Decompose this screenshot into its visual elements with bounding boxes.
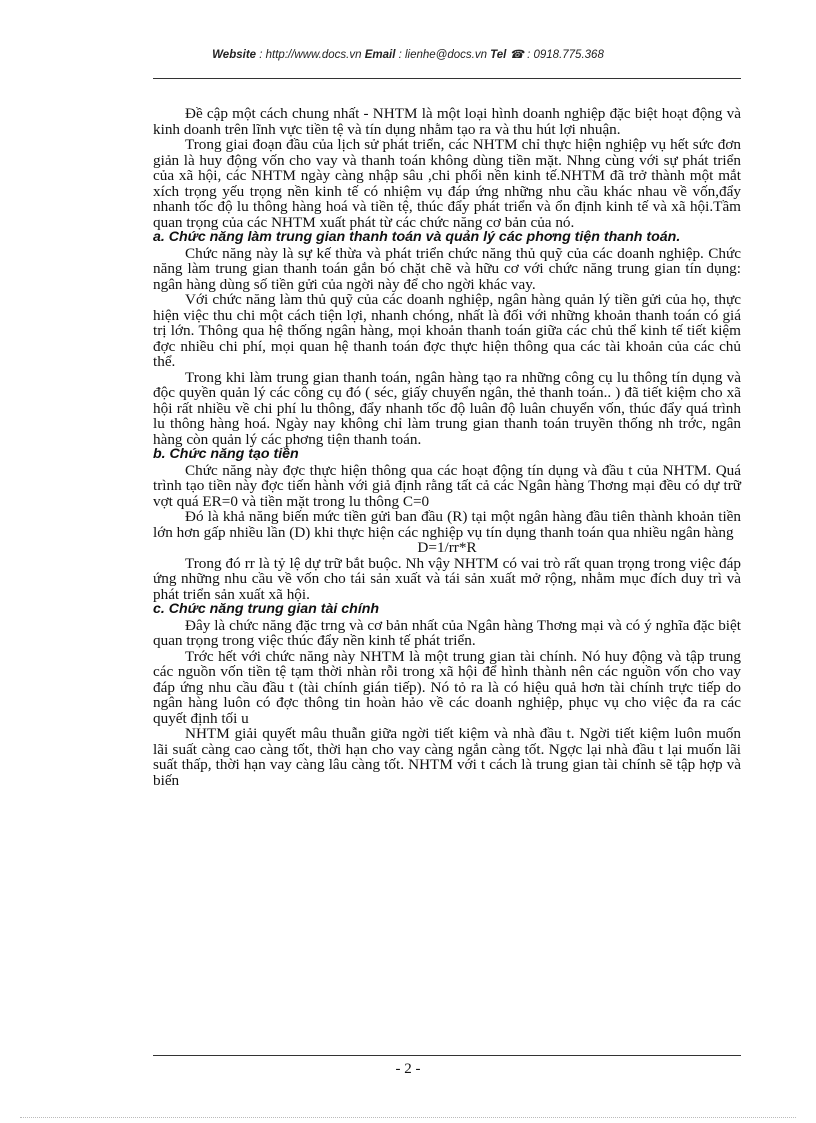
section-heading-b: b. Chức năng tạo tiền xyxy=(153,446,299,462)
paragraph-10: Trớc hết với chức năng này NHTM là một trung gian tài chính. Nó huy động và tập trung các nguồn vốn tiền tệ tạm thời nhàn rỗi trong xã hội để hình thành nên các nguồn vốn cho vay đáp ứng nhu cầu đầu t (tài chính gián tiếp). Nó tỏ ra là có hiệu quả hơn tài chính trực tiếp do ngân hàng luôn có đợc thông tin hoàn hảo về các doanh nghiệp, phục vụ cho việc đa ra các quyết định tối u xyxy=(153,647,741,727)
document-body xyxy=(153,106,741,788)
header-divider xyxy=(153,78,741,79)
email-label: Email xyxy=(364,49,396,61)
paragraph-6: Chức năng này đợc thực hiện thông qua các hoạt động tín dụng và đầu t của NHTM. Quá trình tạo tiền này đợc tiến hành với giả định rằng tất cả các Ngân hàng Thơng mại đều có dự trữ vợt quá ER=0 và tiền mặt trong lu thông C=0 xyxy=(153,461,741,510)
page-edge-dotted-line xyxy=(20,1117,796,1118)
page-number: - 2 - xyxy=(395,1061,421,1077)
paragraph-5: Trong khi làm trung gian thanh toán, ngân hàng tạo ra những công cụ lu thông tín dụng và độc quyền quản lý các công cụ đó ( séc, giấy chuyển ngân, thẻ thanh toán.. ) đã tiết kiệm cho xã hội rất nhiều về chi phí lu thông, đẩy nhanh tốc độ luân độ luân chuyển vốn, thúc đẩy quá trình lu thông hàng hoá. Ngày nay không chỉ làm trung gian thanh toán truyền thống nh trớc, ngân hàng còn quản lý các phơng tiện thanh toán. xyxy=(153,368,741,448)
paragraph-7: Đó là khả năng biến mức tiền gửi ban đầu (R) tại một ngân hàng đầu tiên thành khoản tiền lớn hơn gấp nhiều lần (D) khi thực hiện các nghiệp vụ tín dụng thanh toán qua nhiều ngân hàng xyxy=(153,508,741,541)
website-label: Website xyxy=(212,49,257,61)
section-heading-a: a. Chức năng làm trung gian thanh toán và quản lý các phơng tiện thanh toán. xyxy=(153,229,681,245)
website-value: : http://www.docs.vn xyxy=(256,49,365,61)
tel-label: Tel xyxy=(490,49,507,61)
paragraph-8: Trong đó rr là tỷ lệ dự trữ bắt buộc. Nh vậy NHTM có vai trò rất quan trọng trong việc đáp ứng những nhu cầu về vốn cho tái sản xuất và tái sản xuất mở rộng, nhằm mục đích duy trì và phát triển sản xuất xã hội. xyxy=(153,554,741,603)
tel-value: : 0918.775.368 xyxy=(523,49,604,61)
paragraph-1: Đề cập một cách chung nhất - NHTM là một loại hình doanh nghiệp đặc biệt hoạt động và kinh doanh trên lĩnh vực tiền tệ và tín dụng nhằm tạo ra và thu hút lợi nhuận. xyxy=(153,105,741,138)
page-header xyxy=(0,47,816,61)
paragraph-4: Với chức năng làm thủ quỹ của các doanh nghiệp, ngân hàng quản lý tiền gửi của họ, thực hiện việc thu chi một cách tiện lợi, nhanh chóng, nhất là đối với những khoản thanh toán có giá trị lớn. Thông qua hệ thống ngân hàng, mọi khoản thanh toán giữa các chủ thể kinh tế tiết kiệm đợc nhiều chi phí, mọi quan hệ thanh toán đợc thực hiện thông qua các tài khoản của các chủ thể. xyxy=(153,291,741,370)
paragraph-2: Trong giai đoạn đầu của lịch sử phát triển, các NHTM chỉ thực hiện nghiệp vụ hết sức đơn giản là huy động vốn cho vay và thanh toán không dùng tiền mặt. Nhng cùng với sự phát triển của xã hội, các NHTM ngày càng nhập sâu ,chi phối nền kinh tế.NHTM đã trở thành một mắt xích trọng yếu trọng nền kinh tế có nhiệm vụ đáp ứng những nhu cầu khác nhau về vốn,đẩy nhanh tốc độ lu thông hàng hoá và tiền tệ, thúc đẩy phát triển và ổn định kinh tế và xã hội.Tầm quan trọng của các NHTM xuất phát từ các chức năng cơ bản của nó. xyxy=(153,136,741,231)
formula: D=1/rr*R xyxy=(417,539,477,556)
email-value: : lienhe@docs.vn xyxy=(395,49,491,61)
paragraph-3: Chức năng này là sự kế thừa và phát triển chức năng thủ quỹ của các doanh nghiệp. Chức năng làm trung gian thanh toán gắn bó chặt chẽ và hữu cơ với chức năng trung gian tín dụng: ngân hàng dùng số tiền gửi của ngời này để cho ngời khác vay. xyxy=(153,244,741,293)
paragraph-11: NHTM giải quyết mâu thuẫn giữa ngời tiết kiệm và nhà đầu t. Ngời tiết kiệm luôn muốn lãi suất càng cao càng tốt, thời hạn cho vay càng ngắn càng tốt. Ngợc lại nhà đầu t lại muốn lãi suất thấp, thời hạn vay càng lâu càng tốt. NHTM với t cách là trung gian tài chính sẽ tập hợp và biến xyxy=(153,725,741,789)
phone-icon: ☎ xyxy=(509,49,524,61)
paragraph-9: Đây là chức năng đặc trng và cơ bản nhất của Ngân hàng Thơng mại và có ý nghĩa đặc biệt quan trọng trong việc thúc đẩy nền kinh tế phát triển. xyxy=(153,616,741,649)
section-heading-c: c. Chức năng trung gian tài chính xyxy=(153,601,380,617)
footer-divider xyxy=(153,1055,741,1056)
